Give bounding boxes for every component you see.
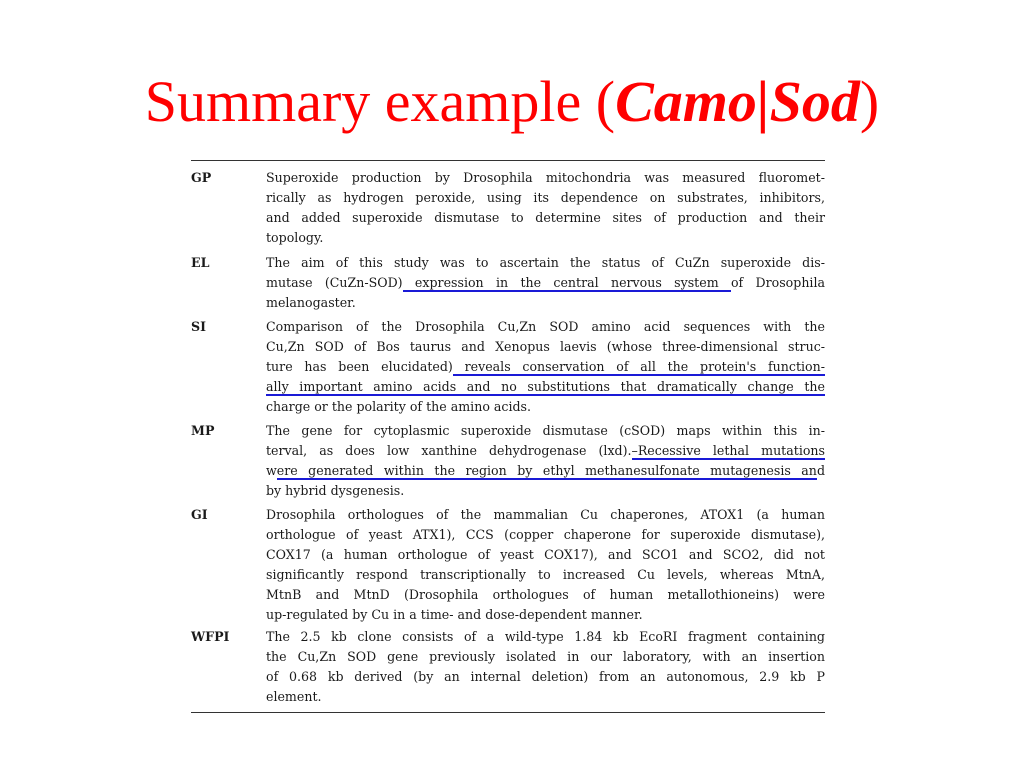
text-line: Drosophila orthologues of the mammalian Cu chaperones, ATOX1 (a human — [266, 507, 825, 522]
entry-text-si — [266, 317, 825, 417]
text-segment: mutase (CuZn-SOD) — [266, 275, 403, 290]
entry-label-el: EL — [191, 255, 210, 270]
text-line: up-regulated by Cu in a time- and dose-dependent manner. — [266, 607, 643, 622]
text-line: melanogaster. — [266, 295, 356, 310]
highlighted-phrase: –Recessive lethal mutations — [631, 443, 825, 458]
highlighted-phrase: expression in the central nervous system — [402, 275, 731, 290]
text-line: orthologue of yeast ATX1), CCS (copper chaperone for superoxide dismutase), — [266, 527, 825, 542]
title-prefix: Summary example ( — [144, 69, 616, 134]
text-line: Superoxide production by Drosophila mitochondria was measured fluoromet- — [266, 170, 825, 185]
text-line: element. — [266, 689, 322, 704]
text-line: topology. — [266, 230, 324, 245]
text-line: Comparison of the Drosophila Cu,Zn SOD amino acid sequences with the — [266, 319, 825, 334]
highlighted-phrase: ere generated within the region by ethyl methanesulfonate mutagenesis an — [276, 463, 817, 478]
text-segment: ture has been elucidated) — [266, 359, 453, 374]
text-segment: w — [266, 463, 277, 478]
title-suffix: ) — [859, 69, 880, 134]
entry-label-gi: GI — [191, 507, 208, 522]
highlighted-phrase: ally important amino acids and no substitutions that dramatically change the — [266, 379, 825, 394]
text-line: by hybrid dysgenesis. — [266, 483, 405, 498]
entry-label-mp: MP — [191, 423, 215, 438]
table-top-rule — [191, 160, 825, 161]
text-line: rically as hydrogen peroxide, using its dependence on substrates, inhibitors, — [266, 190, 825, 205]
text-segment: terval, as does low xanthine dehydrogenase (lxd). — [266, 443, 632, 458]
entry-label-gp: GP — [191, 170, 212, 185]
text-line: charge or the polarity of the amino acids. — [266, 399, 532, 414]
highlighted-phrase: reveals conservation of all the protein's function- — [452, 359, 825, 374]
text-line — [266, 357, 825, 377]
entry-label-si: SI — [191, 319, 206, 334]
text-segment: d — [816, 463, 825, 478]
text-line — [266, 273, 825, 293]
entry-text-el — [266, 253, 825, 313]
entry-text-gi — [266, 505, 825, 625]
slide-title — [0, 66, 1024, 138]
text-line: of 0.68 kb derived (by an internal deletion) from an autonomous, 2.9 kb P — [266, 669, 825, 684]
title-emphasis: Camo|Sod — [615, 69, 860, 134]
text-line: The 2.5 kb clone consists of a wild-type 1.84 kb EcoRI fragment containing — [266, 629, 825, 644]
text-line — [266, 377, 825, 397]
table-bottom-rule — [191, 712, 825, 713]
text-segment: of Drosophila — [730, 275, 825, 290]
text-line: the Cu,Zn SOD gene previously isolated in our laboratory, with an insertion — [266, 649, 825, 664]
text-line: Cu,Zn SOD of Bos taurus and Xenopus laevis (whose three-dimensional struc- — [266, 339, 825, 354]
entry-text-wfpi — [266, 627, 825, 707]
text-line: significantly respond transcriptionally to increased Cu levels, whereas MtnA, — [266, 567, 825, 582]
text-line: COX17 (a human orthologue of yeast COX17), and SCO1 and SCO2, did not — [266, 547, 825, 562]
entry-label-wfpi: WFPI — [191, 629, 230, 644]
entry-text-mp — [266, 421, 825, 501]
text-line — [266, 441, 825, 461]
text-line: MtnB and MtnD (Drosophila orthologues of human metallothioneins) were — [266, 587, 825, 602]
text-line: The aim of this study was to ascertain the status of CuZn superoxide dis- — [266, 255, 825, 270]
text-line: The gene for cytoplasmic superoxide dismutase (cSOD) maps within this in- — [266, 423, 825, 438]
text-line: and added superoxide dismutase to determine sites of production and their — [266, 210, 825, 225]
text-line — [266, 461, 825, 481]
entry-text-gp — [266, 168, 825, 248]
